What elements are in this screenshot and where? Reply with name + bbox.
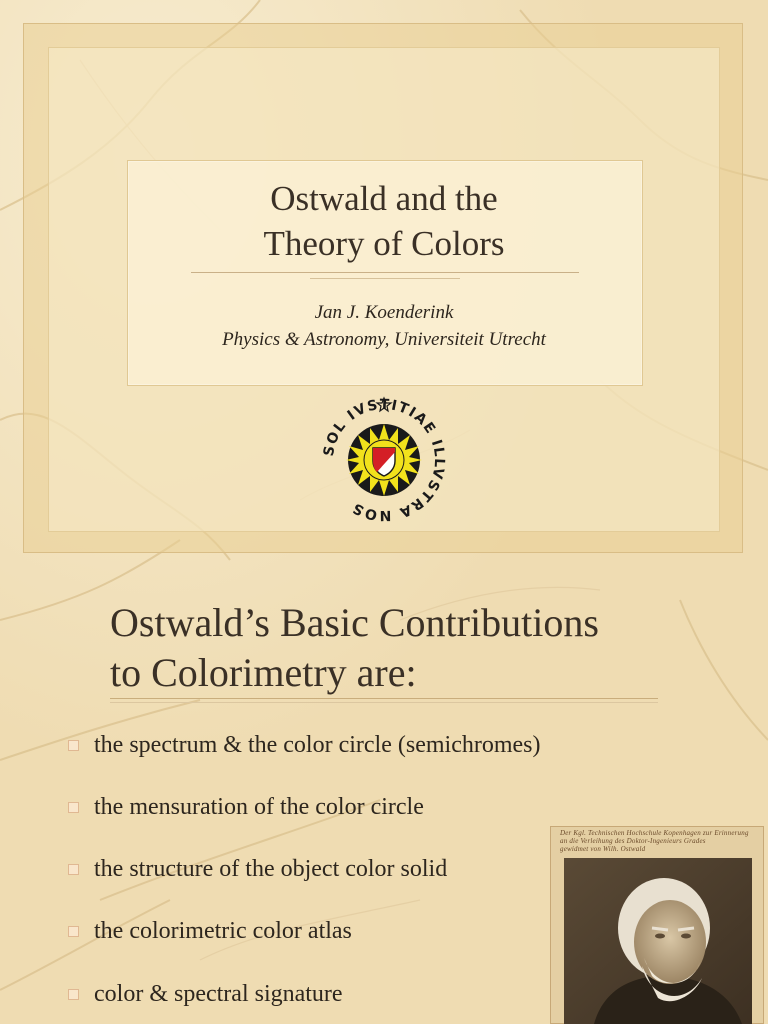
title-divider: [191, 272, 579, 273]
list-item: [68, 977, 343, 1011]
slide-heading-line: to Colorimetry are:: [110, 650, 417, 695]
heading-divider-secondary: [110, 702, 658, 703]
slide-title-line: Theory of Colors: [263, 224, 505, 263]
list-item-text: color & spectral signature: [94, 980, 343, 1007]
slide-title-line: Ostwald and the: [270, 179, 498, 218]
inscription-line: gewidmet von Wilh. Ostwald: [560, 845, 646, 853]
author-name: Jan J. Koenderink: [314, 302, 454, 323]
list-item-text: the mensuration of the color circle: [94, 793, 424, 820]
slide-heading-line: Ostwald’s Basic Contributions: [110, 600, 599, 645]
inscription-line: an die Verleihung des Doktor-Ingenieurs Grades: [560, 837, 706, 845]
list-item: [68, 790, 424, 824]
svg-text:SOL IVSTITIAE ILLVSTRA NOS: SOL IVSTITIAE ILLVSTRA NOS: [320, 396, 448, 524]
portrait-photo-icon: [564, 858, 752, 1024]
title-divider-short: [310, 278, 460, 279]
square-bullet-icon: [68, 802, 79, 813]
list-item: [68, 914, 352, 948]
square-bullet-icon: [68, 926, 79, 937]
list-item: [68, 852, 447, 886]
slide-title: [0, 176, 768, 266]
square-bullet-icon: [68, 740, 79, 751]
list-item-text: the spectrum & the color circle (semichromes): [94, 731, 541, 758]
inscription-line: Der Kgl. Technischen Hochschule Kopenhagen zur Erinnerung: [560, 829, 749, 837]
square-bullet-icon: [68, 864, 79, 875]
list-item-text: the structure of the object color solid: [94, 855, 448, 882]
university-seal-icon: [318, 394, 450, 526]
slide-heading: [110, 598, 599, 698]
author-block: [0, 299, 768, 353]
author-affiliation: Physics & Astronomy, Universiteit Utrecht: [222, 329, 546, 350]
list-item-text: the colorimetric color atlas: [94, 917, 352, 944]
square-bullet-icon: [68, 989, 79, 1000]
list-item: [68, 728, 541, 762]
heading-divider: [110, 698, 658, 699]
handwritten-inscription: [560, 829, 756, 853]
